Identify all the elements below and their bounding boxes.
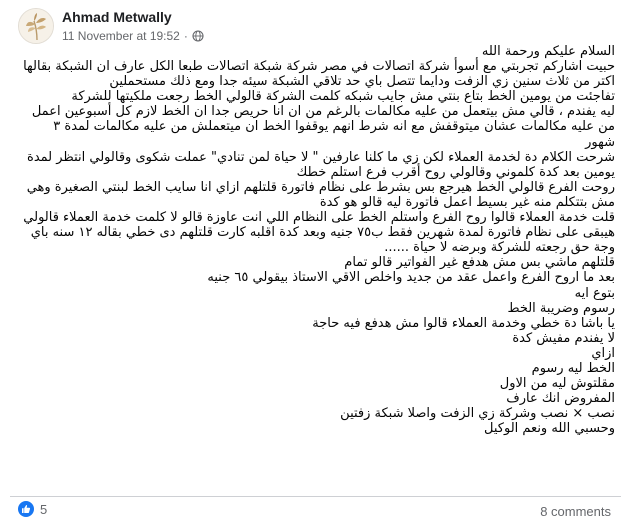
post-text-line: ليه يفندم ، قالي مش بيتعمل من عليه مكالمات بالرغم من ان انا حريص جدا ان الخط لازم كل أسبوعين اعمل [31,104,615,120]
post-text-line: مقلتوش ليه من الاول [499,376,615,392]
post-text-line: تفاجئت من يومين الخط بتاع بنتي مش جايب شبكه كلمت الشركة قالولي الخط رجعت ملكيتها للشركة [71,89,615,105]
post-text [15,44,615,436]
author-name[interactable]: Ahmad Metwally [62,9,172,25]
post-text-line: روحت الفرع قالولي الخط هيرجع بس بشرط على نظام فاتورة قلتلهم ازاي انا سايب الخط لبنتي الصغيرة وهي [26,179,615,195]
post-text-line: قلتلهم ماشي بس مش هدفع غير الفواتير قالو تمام [344,255,615,271]
post-text-line: لا يفندم مفيش كدة [512,330,615,346]
post-text-line: شهور [585,134,615,150]
post-text-line: ازاي [591,345,615,361]
reaction-count: 5 [40,501,48,517]
post-text-line: رسوم وضريبة الخط [507,300,615,316]
post-text-line: حبيت اشاركم تجربتي مع أسوأ شركة اتصالات في مصر شركة شبكة اتصالات طبعا الكل عارف ان الشبكة بقالها [23,59,615,75]
post-text-line: قلت خدمة العملاء قالوا روح الفرع واستلم الخط على النظام اللي انت عاوزة قالو لا كلمت خدمة العملاء قالولي [23,210,615,226]
like-icon [18,501,34,517]
post-text-line: هيبقى على نظام فاتورة لمدة شهرين فقط ب٧٥ جنيه وبعد كدة اقلبه كارت قلتلهم دى خطي بقاله ١٢ سنه باي [30,225,615,241]
post-timestamp[interactable]: 11 November at 19:52 [62,29,180,43]
post-meta [62,29,204,43]
reactions-summary[interactable] [18,501,47,517]
globe-icon[interactable] [192,30,204,42]
post-text-line: يا باشا دة خطي وخدمة العملاء قالوا مش هدفع فيه حاجة [312,315,615,331]
footer-divider [10,496,621,497]
comments-count[interactable]: 8 comments [540,504,611,519]
post-text-line: اكتر من ثلاث سنين زي الزفت ودايما تتصل باي حد تلاقي الشبكة سيئه جدا ومع ذلك مستحملين [109,74,615,90]
avatar-plant-icon [19,9,54,44]
post-text-line: من عليه مكالمات عشان ميتوقفش مع انه شرط انهم يوقفوا الخط ان ميتعملش من عليه مكالمات لمدة ٣ [53,119,615,135]
post-text-line: شرحت الكلام دة لخدمة العملاء لكن زي ما كلنا عارفين " لا حياة لمن تنادي" عملت شكوى وقالولي انتظر لمدة [27,149,615,165]
post-text-line: يومين بعد كدة كلموني وقالولي روح أقرب فرع استلم خطك [296,164,615,180]
post-text-line: مش بتتكلم منه غير بسيط اعمل فاتورة ليه قالو هو كدة [319,194,615,210]
meta-separator: · [183,29,188,43]
post-text-line: وجة حق رجعته للشركة وبرضه لا حياة ...... [384,240,615,256]
post-text-line: بعد ما اروح الفرع واعمل عقد من جديد واخلص الاقي الاستاذ بيقولي ٦٥ جنيه [207,270,615,286]
post-text-line: المفروض انك عارف [506,391,615,407]
post-text-line: الخط ليه رسوم [531,360,615,376]
post-text-line: السلام عليكم ورحمة الله [481,44,615,59]
post-text-line: بتوع ايه [574,285,615,301]
post-text-line: نصب × نصب وشركة زي الزفت واصلا شبكة زفتين [340,406,615,422]
avatar[interactable] [18,8,54,44]
post-text-line: وحسبي الله ونعم الوكيل [484,421,615,437]
